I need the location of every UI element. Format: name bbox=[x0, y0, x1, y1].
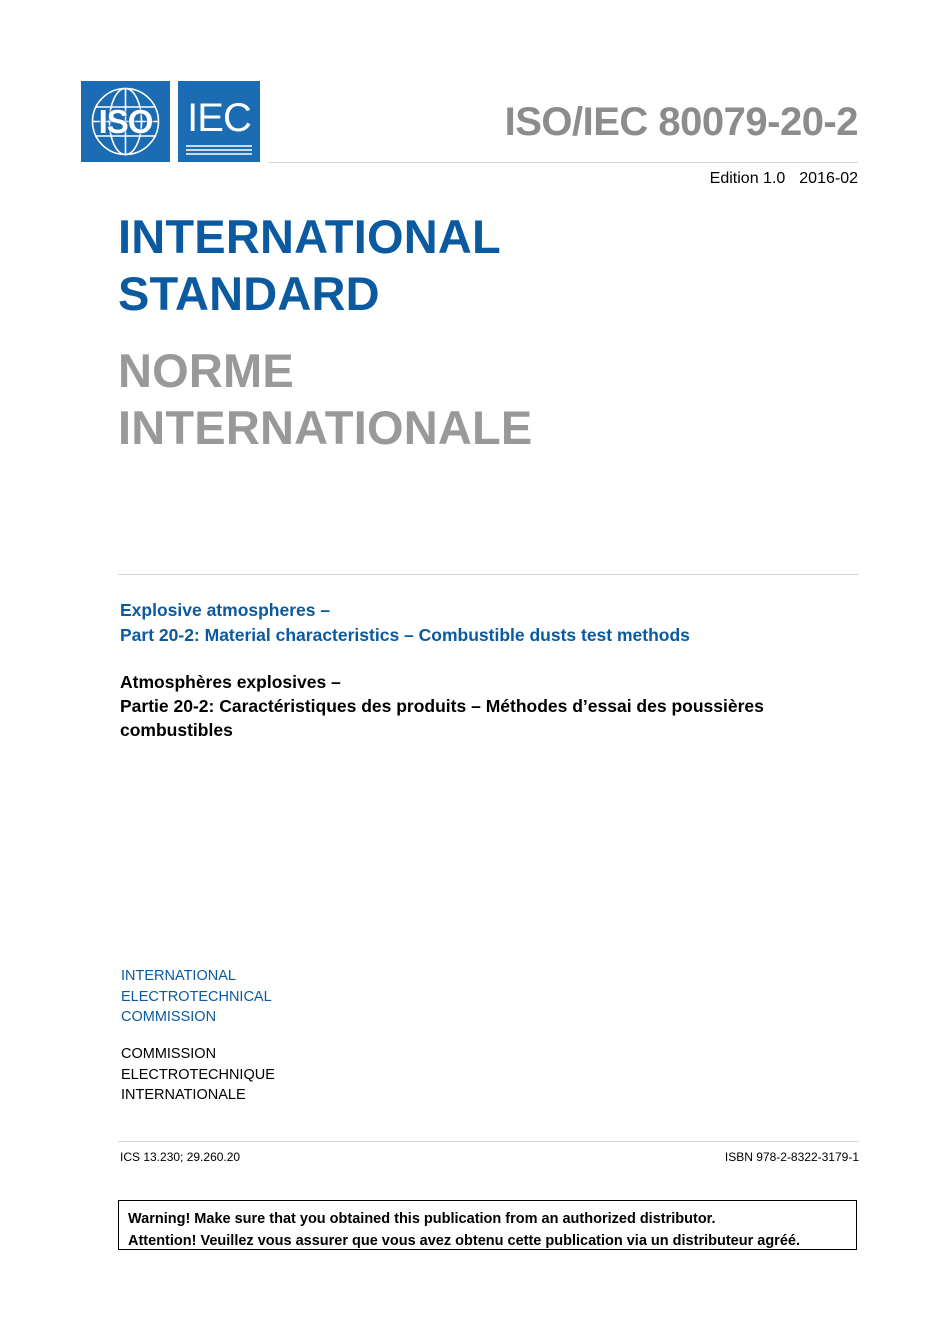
warning-french: Attention! Veuillez vous assurer que vous avez obtenu cette publication via un distributeur agréé. bbox=[128, 1233, 800, 1249]
title-fr-line2: INTERNATIONALE bbox=[118, 401, 533, 454]
edition-label: Edition 1.0 bbox=[709, 170, 786, 187]
subject-fr-line1: Atmosphères explosives – bbox=[120, 672, 341, 692]
org-fr-line: INTERNATIONALE bbox=[121, 1087, 246, 1103]
org-fr-line: ELECTROTECHNIQUE bbox=[121, 1066, 275, 1083]
organization-english bbox=[121, 966, 272, 1028]
edition-date: 2016-02 bbox=[799, 170, 858, 187]
org-en-line: INTERNATIONAL bbox=[121, 968, 236, 984]
title-english bbox=[118, 208, 501, 322]
iso-logo-text: ISO bbox=[98, 103, 153, 140]
iec-lines-icon bbox=[186, 145, 252, 155]
subject-en-line2: Part 20-2: Material characteristics – Combustible dusts test methods bbox=[120, 625, 690, 645]
title-en-line1: INTERNATIONAL bbox=[118, 210, 501, 263]
subject-fr-line2: Partie 20-2: Caractéristiques des produits – Méthodes d’essai des poussières bbox=[120, 696, 764, 716]
subject-en-line1: Explosive atmospheres – bbox=[120, 600, 331, 620]
iec-logo-text: IEC bbox=[187, 96, 251, 140]
warning-english: Warning! Make sure that you obtained this publication from an authorized distributor. bbox=[128, 1211, 716, 1227]
subject-fr-line3: combustibles bbox=[120, 720, 233, 740]
iec-logo bbox=[178, 81, 260, 162]
ics-code: ICS 13.230; 29.260.20 bbox=[120, 1150, 241, 1164]
title-french bbox=[118, 342, 532, 456]
header-divider bbox=[268, 162, 858, 163]
iso-logo bbox=[81, 81, 170, 162]
title-divider bbox=[118, 574, 859, 575]
subject-english bbox=[120, 598, 860, 648]
org-fr-line: COMMISSION bbox=[121, 1046, 217, 1062]
footer-divider bbox=[118, 1141, 859, 1142]
org-en-line: COMMISSION bbox=[121, 1009, 217, 1025]
org-en-line: ELECTROTECHNICAL bbox=[121, 988, 272, 1005]
isbn-code: ISBN 978-2-8322-3179-1 bbox=[724, 1150, 859, 1164]
organization-french bbox=[121, 1044, 275, 1106]
subject-french bbox=[120, 670, 860, 742]
document-number: ISO/IEC 80079-20-2 bbox=[504, 100, 858, 144]
title-en-line2: STANDARD bbox=[118, 267, 380, 320]
edition-info bbox=[710, 170, 858, 188]
title-fr-line1: NORME bbox=[118, 344, 294, 397]
warning-box bbox=[118, 1200, 857, 1250]
